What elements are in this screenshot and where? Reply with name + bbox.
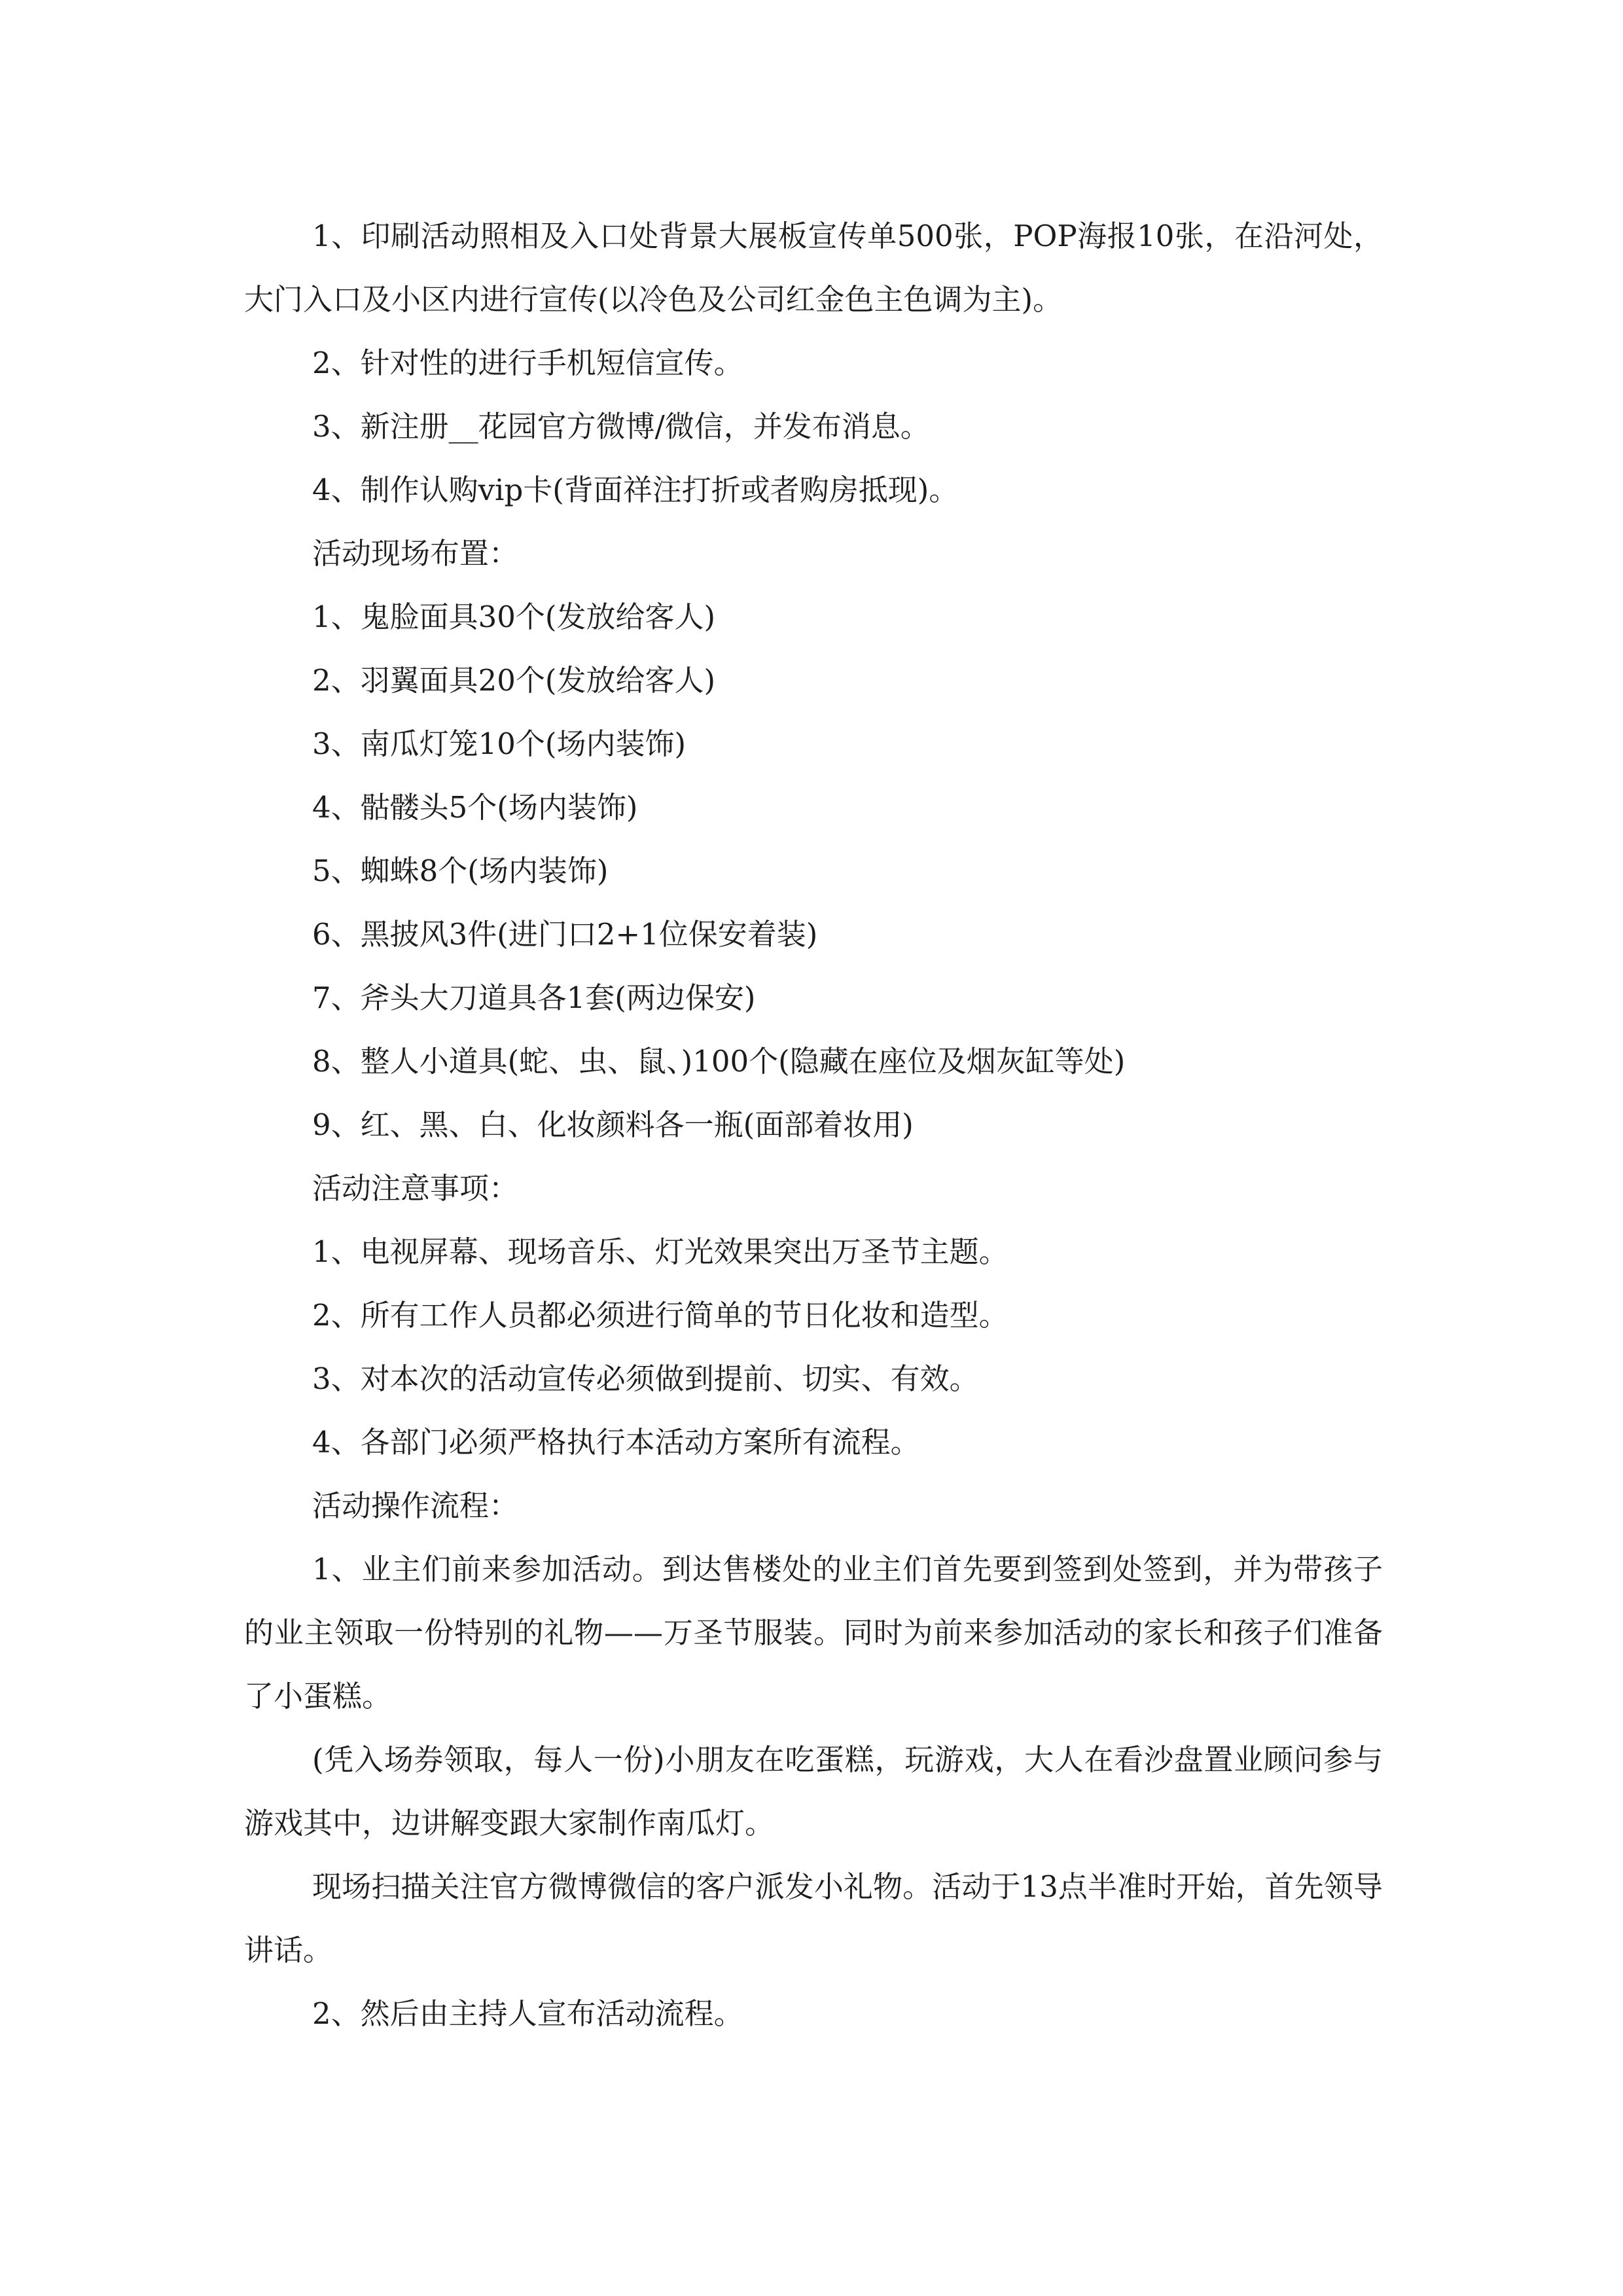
list-item-skulls: 4、骷髅头5个(场内装饰) — [312, 790, 638, 825]
list-item-prank-props: 8、整人小道具(蛇、虫、鼠、)100个(隐藏在座位及烟灰缸等处) — [312, 1044, 1126, 1079]
list-item-wing-masks: 2、羽翼面具20个(发放给客人) — [312, 663, 716, 698]
list-item-publicity-effective: 3、对本次的活动宣传必须做到提前、切实、有效。 — [312, 1361, 979, 1396]
paragraph-cake-games: (凭入场券领取，每人一份)小朋友在吃蛋糕，玩游戏，大人在看沙盘置业顾问参与游戏其中，边讲解变跟大家制作南瓜灯。 — [244, 1742, 1383, 1840]
list-item-axe-props: 7、斧头大刀道具各1套(两边保安) — [312, 980, 756, 1015]
paragraph-sms-publicity: 2、针对性的进行手机短信宣传。 — [312, 346, 743, 380]
section-heading-site-setup: 活动现场布置： — [312, 536, 519, 571]
paragraph-vip-card: 4、制作认购vip卡(背面祥注打折或者购房抵现)。 — [312, 473, 959, 507]
paragraph-publicity-materials: 1、印刷活动照相及入口处背景大展板宣传单500张，POP海报10张，在沿河处，大门入口及小区内进行宣传(以冷色及公司红金色主色调为主)。 — [244, 219, 1383, 317]
list-item-spiders: 5、蜘蛛8个(场内装饰) — [312, 853, 609, 888]
list-item-theme-effects: 1、电视屏幕、现场音乐、灯光效果突出万圣节主题。 — [312, 1234, 1008, 1269]
paragraph-weibo-wechat: 3、新注册__花园官方微博/微信，并发布消息。 — [312, 409, 930, 444]
list-item-follow-procedure: 4、各部门必须严格执行本活动方案所有流程。 — [312, 1425, 920, 1460]
list-item-pumpkin-lanterns: 3、南瓜灯笼10个(场内装饰) — [312, 726, 687, 761]
paragraph-host-announces: 2、然后由主持人宣布活动流程。 — [312, 1996, 743, 2031]
paragraph-owners-arrive: 1、业主们前来参加活动。到达售楼处的业主们首先要到签到处签到，并为带孩子的业主领取一份特别的礼物——万圣节服装。同时为前来参加活动的家长和孩子们准备了小蛋糕。 — [244, 1552, 1383, 1713]
list-item-black-capes: 6、黑披风3件(进门口2+1位保安着装) — [312, 917, 818, 952]
section-heading-precautions: 活动注意事项： — [312, 1171, 519, 1206]
list-item-ghost-masks: 1、鬼脸面具30个(发放给客人) — [312, 600, 716, 634]
list-item-staff-makeup: 2、所有工作人员都必须进行简单的节日化妆和造型。 — [312, 1298, 1008, 1333]
document-body — [244, 204, 1383, 2045]
section-heading-operation-flow: 活动操作流程： — [312, 1488, 519, 1523]
paragraph-gifts-start: 现场扫描关注官方微博微信的客户派发小礼物。活动于13点半准时开始，首先领导讲话。 — [244, 1869, 1383, 1967]
list-item-makeup-paint: 9、红、黑、白、化妆颜料各一瓶(面部着妆用) — [312, 1107, 914, 1142]
